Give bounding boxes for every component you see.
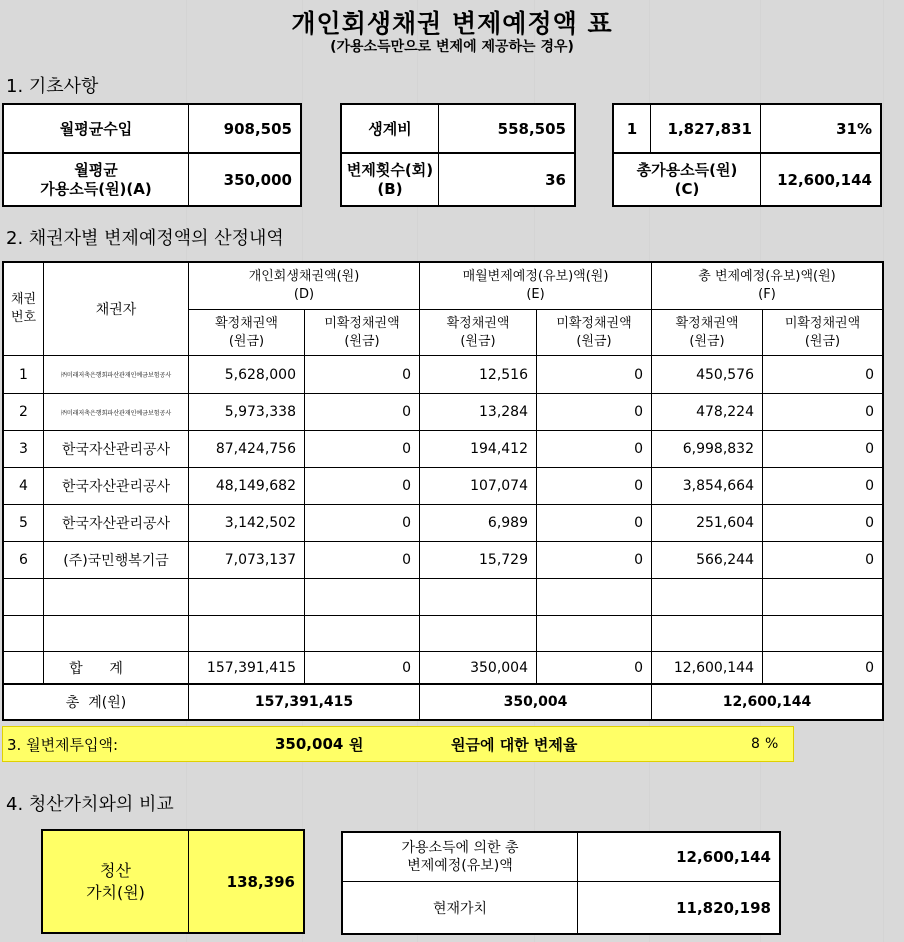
row-claim-unconfirmed[interactable]: 0 [402, 404, 411, 420]
row-number: 6 [19, 552, 28, 568]
disposable-value[interactable]: 350,000 [223, 170, 292, 189]
income-box [2, 103, 302, 207]
monthly-payment-band [2, 726, 794, 762]
comparison-box [341, 831, 781, 935]
row-monthly-unconfirmed[interactable]: 0 [634, 366, 643, 383]
row-total-unconfirmed[interactable]: 0 [865, 441, 874, 457]
row-number: 1 [19, 366, 28, 383]
row-claim-confirmed[interactable]: 87,424,756 [215, 441, 296, 457]
total-repay-label: 가용소득에 의한 총 변제예정(유보)액 [401, 840, 519, 874]
row-creditor[interactable]: ㈜미래저축은행회파산관재인예금보험공사 [60, 409, 172, 417]
row-claim-unconfirmed[interactable]: 0 [402, 441, 411, 457]
creditor-table [2, 261, 884, 721]
row-claim-confirmed[interactable]: 7,073,137 [224, 552, 296, 568]
row-total-confirmed[interactable]: 6,998,832 [682, 441, 754, 457]
header-confirmed: 확정채권액 (원금) [446, 315, 510, 349]
header-confirmed: 확정채권액 (원금) [215, 315, 278, 349]
repay-rate-label: 원금에 대한 변제율 [451, 735, 578, 754]
present-value-value[interactable]: 11,820,198 [676, 898, 771, 917]
sum-claim-unconfirmed[interactable]: 0 [402, 659, 411, 676]
row-total-confirmed[interactable]: 450,576 [696, 366, 754, 383]
liquidation-box [41, 829, 305, 934]
header-creditor: 채권자 [95, 302, 137, 318]
row-monthly-confirmed[interactable]: 194,412 [470, 441, 528, 457]
section-creditor-title: 2. 채권자별 변제예정액의 산정내역 [6, 228, 284, 249]
repay-count-value[interactable]: 36 [545, 170, 566, 189]
header-unconfirmed: 미확정채권액 (원금) [324, 315, 400, 349]
row-number: 4 [19, 478, 28, 494]
row-monthly-unconfirmed[interactable]: 0 [634, 552, 643, 568]
page-title: 개인회생채권 변제예정액 표 [291, 9, 613, 38]
row-total-unconfirmed[interactable]: 0 [865, 515, 874, 531]
header-claim: 개인회생채권액(원) (D) [248, 269, 360, 302]
present-value-label: 현재가치 [432, 900, 488, 917]
row-monthly-unconfirmed[interactable]: 0 [634, 515, 643, 531]
header-total: 총 변제예정(유보)액(원) (F) [698, 269, 836, 302]
monthly-income-value[interactable]: 908,505 [223, 119, 292, 138]
box3-amount[interactable]: 1,827,831 [667, 119, 752, 138]
row-total-unconfirmed[interactable]: 0 [865, 478, 874, 494]
sum-monthly-confirmed[interactable]: 350,004 [470, 659, 528, 676]
box3-rate[interactable]: 31% [836, 119, 872, 138]
page-subtitle: (가용소득만으로 변제에 제공하는 경우) [330, 39, 574, 55]
total-repay-value[interactable]: 12,600,144 [676, 848, 771, 866]
repay-count-label: 변제횟수(회) (B) [346, 160, 434, 198]
grand-monthly[interactable]: 350,004 [503, 694, 568, 710]
row-monthly-confirmed[interactable]: 12,516 [479, 366, 528, 383]
row-claim-confirmed[interactable]: 5,628,000 [224, 366, 296, 383]
row-total-confirmed[interactable]: 478,224 [696, 404, 754, 420]
monthly-payment-label: 3. 월변제투입액: [7, 735, 119, 754]
row-number: 2 [19, 404, 28, 420]
sum-total-unconfirmed[interactable]: 0 [865, 659, 874, 676]
row-monthly-confirmed[interactable]: 15,729 [479, 552, 528, 568]
repay-rate-value[interactable]: 8 [751, 736, 760, 752]
monthly-payment-unit: 원 [349, 735, 364, 754]
row-creditor[interactable]: (주)국민행복기금 [63, 553, 169, 569]
total-disposable-box [612, 103, 882, 207]
row-monthly-confirmed[interactable]: 107,074 [470, 478, 528, 494]
row-total-unconfirmed[interactable]: 0 [865, 552, 874, 568]
repay-rate-unit: % [765, 736, 779, 752]
row-total-confirmed[interactable]: 251,604 [696, 515, 754, 531]
row-claim-confirmed[interactable]: 48,149,682 [215, 478, 296, 494]
row-number: 5 [19, 515, 28, 531]
row-claim-unconfirmed[interactable]: 0 [402, 478, 411, 494]
living-cost-box [340, 103, 576, 207]
row-total-unconfirmed[interactable]: 0 [865, 366, 874, 383]
monthly-income-label: 월평균수입 [59, 120, 133, 138]
box3-number: 1 [626, 119, 638, 138]
row-monthly-confirmed[interactable]: 6,989 [487, 515, 528, 531]
monthly-payment-amount[interactable]: 350,004 [275, 735, 344, 753]
sum-total-confirmed[interactable]: 12,600,144 [673, 659, 754, 676]
header-confirmed: 확정채권액 (원금) [675, 315, 739, 349]
row-monthly-unconfirmed[interactable]: 0 [634, 478, 643, 494]
living-cost-value[interactable]: 558,505 [497, 119, 566, 138]
sum-monthly-unconfirmed[interactable]: 0 [634, 659, 643, 676]
header-monthly: 매월변제예정(유보)액(원) (E) [462, 269, 609, 302]
row-monthly-unconfirmed[interactable]: 0 [634, 404, 643, 420]
section-basic-title: 1. 기초사항 [6, 76, 99, 97]
row-total-confirmed[interactable]: 566,244 [696, 552, 754, 568]
header-number: 채권 번호 [10, 292, 37, 325]
sum-claim-confirmed[interactable]: 157,391,415 [206, 659, 296, 676]
row-claim-unconfirmed[interactable]: 0 [402, 366, 411, 383]
header-unconfirmed: 미확정채권액 (원금) [556, 315, 632, 349]
liquidation-value[interactable]: 138,396 [226, 872, 295, 891]
header-unconfirmed: 미확정채권액 (원금) [784, 315, 861, 349]
grand-total[interactable]: 12,600,144 [722, 694, 812, 710]
row-creditor[interactable]: 한국자산관리공사 [61, 442, 171, 458]
row-claim-unconfirmed[interactable]: 0 [402, 515, 411, 531]
disposable-label: 월평균 가용소득(원)(A) [40, 160, 152, 198]
row-creditor[interactable]: ㈜미래저축은행회파산관재인예금보험공사 [60, 372, 172, 379]
row-creditor[interactable]: 한국자산관리공사 [61, 479, 171, 495]
row-creditor[interactable]: 한국자산관리공사 [61, 516, 171, 532]
row-claim-confirmed[interactable]: 5,973,338 [224, 404, 296, 420]
row-total-confirmed[interactable]: 3,854,664 [682, 478, 754, 494]
total-disposable-label: 총가용소득(원) (C) [636, 160, 738, 198]
row-monthly-confirmed[interactable]: 13,284 [479, 404, 528, 420]
row-total-unconfirmed[interactable]: 0 [865, 404, 874, 420]
liquidation-label: 청산 가치(원) [86, 860, 145, 902]
total-disposable-value[interactable]: 12,600,144 [777, 170, 872, 189]
section-liquidation-title: 4. 청산가치와의 비교 [6, 794, 174, 815]
row-monthly-unconfirmed[interactable]: 0 [634, 441, 643, 457]
row-claim-confirmed[interactable]: 3,142,502 [224, 515, 296, 531]
row-claim-unconfirmed[interactable]: 0 [402, 552, 411, 568]
sum-label: 합 계 [69, 660, 123, 677]
living-cost-label: 생계비 [368, 120, 412, 138]
grand-claim[interactable]: 157,391,415 [254, 694, 354, 710]
grand-label: 총 계(원) [65, 695, 127, 711]
row-number: 3 [19, 441, 28, 457]
